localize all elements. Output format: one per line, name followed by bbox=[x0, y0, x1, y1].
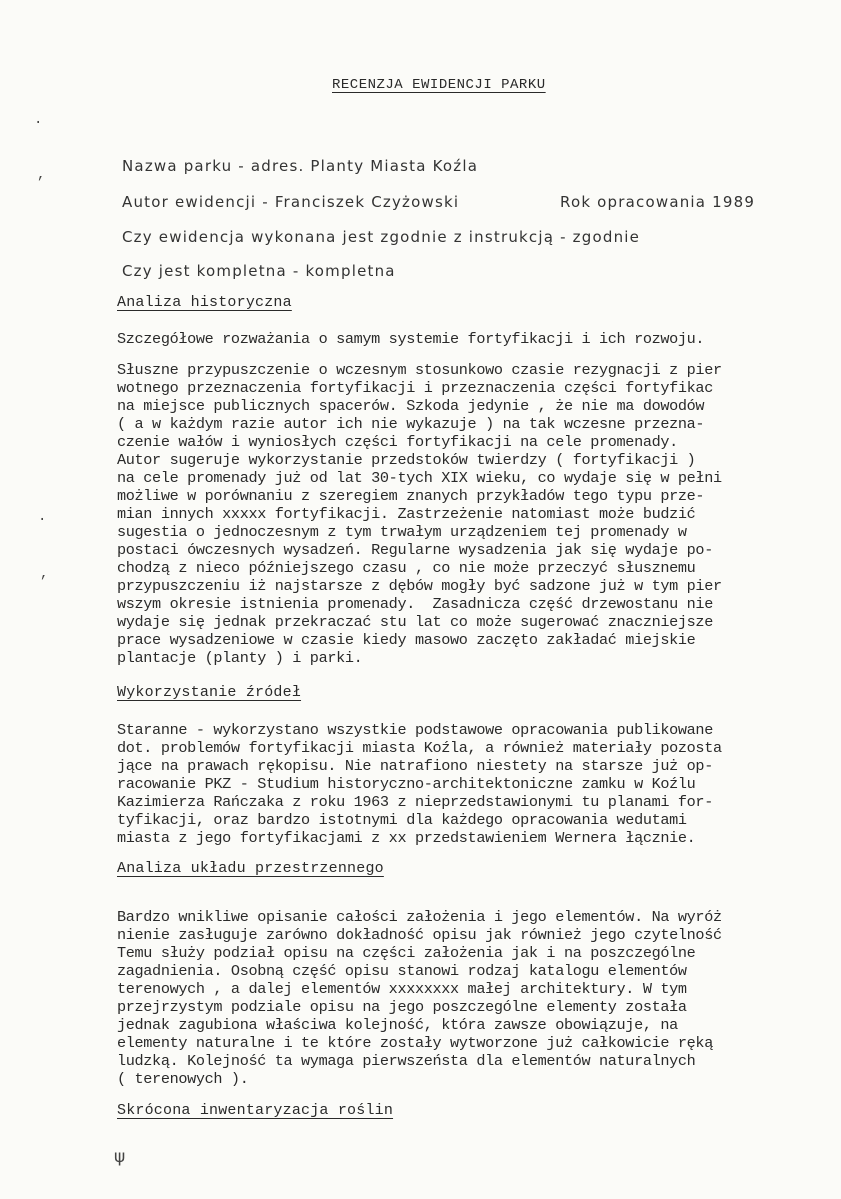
body-line: czenie wałów i wyniosłych części fortyfikacji na cele promenady. bbox=[117, 433, 678, 451]
body-line: zagadnienia. Osobną część opisu stanowi rodzaj katalogu elementów bbox=[117, 962, 687, 980]
page-speck: , bbox=[40, 566, 49, 582]
body-line: dot. problemów fortyfikacji miasta Koźla, a również materiały pozosta bbox=[117, 739, 722, 757]
body-line: tyfikacji, oraz bardzo istotnymi dla każdego opracowania wedutami bbox=[117, 811, 687, 829]
section-heading-sources: Wykorzystanie źródeł bbox=[117, 684, 302, 701]
page-speck: · bbox=[38, 512, 47, 528]
body-line: przypuszczeniu iż najstarsze z dębów mogły być sadzone już w tym pier bbox=[117, 577, 722, 595]
author-line: Autor ewidencji - Franciszek Czyżowski bbox=[122, 193, 460, 211]
section-heading-inventory: Skrócona inwentaryzacja roślin bbox=[117, 1102, 394, 1119]
body-line: elementy naturalne i te które zostały wytworzone już całkowicie ręką bbox=[117, 1034, 713, 1052]
body-line: racowanie PKZ - Studium historyczno-architektoniczne zamku w Koźlu bbox=[117, 775, 696, 793]
body-line: jednak zagubiona właściwa kolejność, która zawsze obowiązuje, na bbox=[117, 1016, 678, 1034]
section-heading-spatial: Analiza układu przestrzennego bbox=[117, 860, 384, 877]
page-speck: · bbox=[34, 115, 43, 131]
complete-line: Czy jest kompletna - kompletna bbox=[122, 262, 396, 280]
body-line: Słuszne przypuszczenie o wczesnym stosunkowo czasie rezygnacji z pier bbox=[117, 361, 722, 379]
body-line: Autor sugeruje wykorzystanie przedstoków twierdzy ( fortyfikacji ) bbox=[117, 451, 696, 469]
body-line: wydaje się jednak przekraczać stu lat co może sugerować znaczniejsze bbox=[117, 613, 713, 631]
body-line: ( terenowych ). bbox=[117, 1070, 249, 1088]
document-title: RECENZJA EWIDENCJI PARKU bbox=[332, 77, 546, 93]
handwritten-mark: ψ bbox=[114, 1147, 126, 1167]
body-line: postaci ówczesnych wysadzeń. Regularne wysadzenia jak się wydaje po- bbox=[117, 541, 713, 559]
body-line: nienie zasługuje zarówno dokładność opisu jak również jego czytelność bbox=[117, 926, 722, 944]
body-line: na miejsce publicznych spacerów. Szkoda jedynie , że nie ma dowodów bbox=[117, 397, 705, 415]
park-name-line: Nazwa parku - adres. Planty Miasta Koźla bbox=[122, 157, 479, 175]
compliance-line: Czy ewidencja wykonana jest zgodnie z instrukcją - zgodnie bbox=[122, 228, 641, 246]
body-line: sugestia o jednoczesnym z tym trwałym urządzeniem tej promenady w bbox=[117, 523, 687, 541]
body-line: wotnego przeznaczenia fortyfikacji i przeznaczenia części fortyfikac bbox=[117, 379, 713, 397]
body-line: Bardzo wnikliwe opisanie całości założenia i jego elementów. Na wyróż bbox=[117, 908, 722, 926]
body-line: plantacje (planty ) i parki. bbox=[117, 649, 363, 667]
body-line: przejrzystym podziale opisu na jego poszczególne elementy została bbox=[117, 998, 687, 1016]
body-line: ludzką. Kolejność ta wymaga pierwszeństa dla elementów naturalnych bbox=[117, 1052, 696, 1070]
body-line: możliwe w porównaniu z szeregiem znanych przykładów tego typu prze- bbox=[117, 487, 705, 505]
body-line: terenowych , a dalej elementów xxxxxxxx małej architektury. W tym bbox=[117, 980, 687, 998]
body-line: Kazimierza Rańczaka z roku 1963 z nieprzedstawionymi tu planami for- bbox=[117, 793, 713, 811]
body-line: wszym okresie istnienia promenady. Zasadnicza część drzewostanu nie bbox=[117, 595, 713, 613]
body-line: Temu służy podział opisu na części założenia jak i na poszczególne bbox=[117, 944, 696, 962]
section-heading-historical: Analiza historyczna bbox=[117, 294, 292, 311]
body-line: chodzą z nieco późniejszego czasu , co nie może przeczyć słusznemu bbox=[117, 559, 696, 577]
page-speck: , bbox=[37, 167, 46, 183]
body-line: na cele promenady już od lat 30-tych XIX wieku, co wydaje się w pełni bbox=[117, 469, 722, 487]
body-line: mian innych xxxxx fortyfikacji. Zastrzeżenie natomiast może budzić bbox=[117, 505, 696, 523]
body-line: Staranne - wykorzystano wszystkie podstawowe opracowania publikowane bbox=[117, 721, 713, 739]
body-line: jące na prawach rękopisu. Nie natrafiono niestety na starsze już op- bbox=[117, 757, 713, 775]
year-line: Rok opracowania 1989 bbox=[560, 193, 756, 211]
body-line: prace wysadzeniowe w czasie kiedy masowo zaczęto zakładać miejskie bbox=[117, 631, 696, 649]
body-line: ( a w każdym razie autor ich nie wykazuje ) na tak wczesne przezna- bbox=[117, 415, 705, 433]
body-line: miasta z jego fortyfikacjami z xx przedstawieniem Wernera łącznie. bbox=[117, 829, 696, 847]
body-line: Szczegółowe rozważania o samym systemie fortyfikacji i ich rozwoju. bbox=[117, 330, 705, 348]
